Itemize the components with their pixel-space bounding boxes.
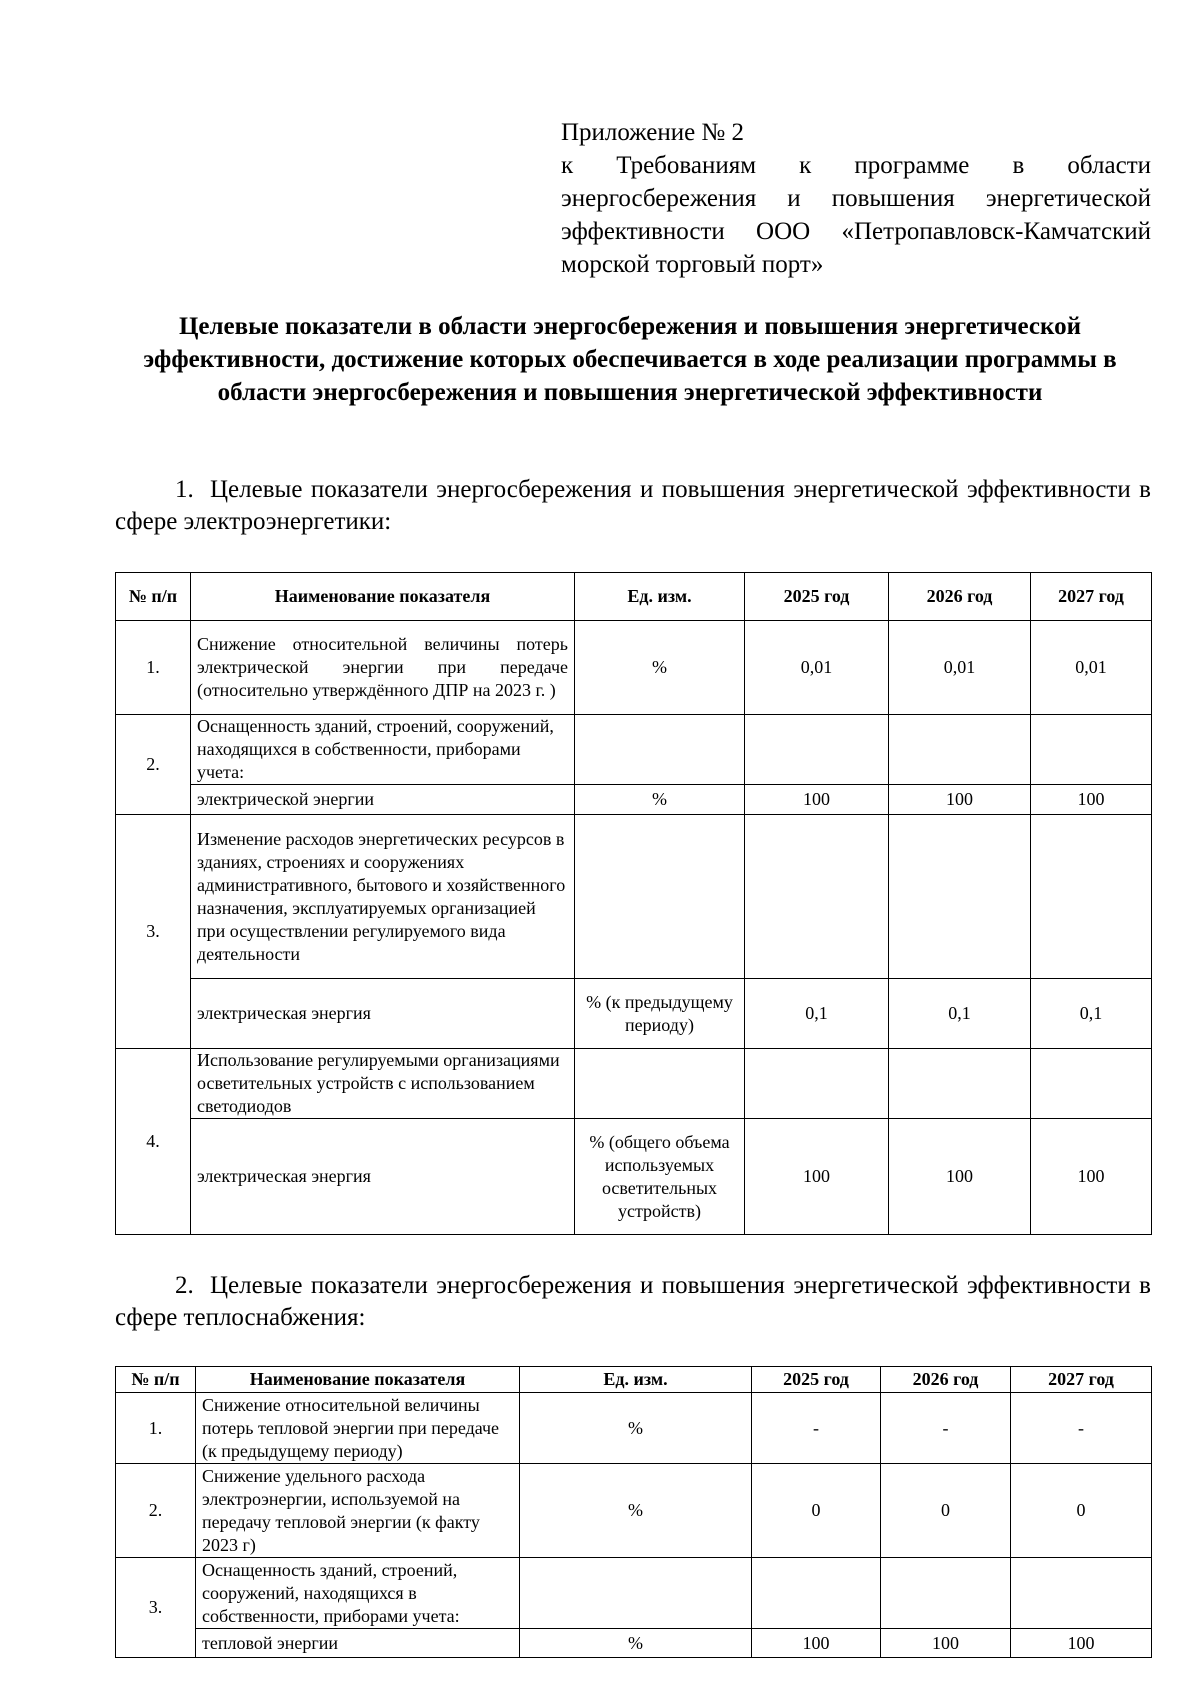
section-1-heading [115,474,1151,538]
value-2025: 100 [752,1629,881,1658]
header-name: Наименование показателя [191,573,575,621]
header-2027: 2027 год [1031,573,1152,621]
header-2026: 2026 год [889,573,1031,621]
row-number: 1. [116,1393,196,1464]
unit: % [520,1464,752,1558]
unit: % [575,785,745,815]
value-2025: 0 [752,1464,881,1558]
header-2027: 2027 год [1011,1367,1152,1393]
document-title: Целевые показатели в области энергосбережения и повышения энергетической эффективности, достижение которых обеспечивается в ходе реализации программы в области энергосбережения и повышения энергетической эффективности [143,313,1117,406]
empty-cell [1031,815,1152,979]
value-2026: 0,1 [889,979,1031,1049]
indicator-subname: электрической энергии [191,785,575,815]
header-name: Наименование показателя [196,1367,520,1393]
value-2025: 100 [745,1119,889,1235]
empty-cell [752,1558,881,1629]
value-2025: 0,1 [745,979,889,1049]
indicator-name: Оснащенность зданий, строений, сооружений, находящихся в собственности, приборами учета: [191,715,575,785]
value-2027: 0,1 [1031,979,1152,1049]
header-2026: 2026 год [881,1367,1011,1393]
header-num: № п/п [116,573,191,621]
section-1-text: Целевые показатели энергосбережения и повышения энергетической эффективности в сфере электроэнергетики: [115,476,1151,535]
row-number: 3. [116,1558,196,1658]
value-2026: 0,01 [889,621,1031,715]
unit: % [520,1393,752,1464]
empty-cell [1011,1558,1152,1629]
indicator-subname: тепловой энергии [196,1629,520,1658]
value-2025: - [752,1393,881,1464]
empty-cell [745,815,889,979]
section-2-heading [115,1270,1151,1334]
table-row [116,815,1152,979]
value-2026: - [881,1393,1011,1464]
empty-cell [881,1558,1011,1629]
empty-cell [745,1049,889,1119]
indicator-name: Использование регулируемыми организациями осветительных устройств с использованием светодиодов [191,1049,575,1119]
value-2027: 100 [1031,785,1152,815]
appendix-header [561,116,1151,281]
section-2-number: 2. [175,1272,194,1299]
empty-cell [575,815,745,979]
table-row [116,1049,1152,1119]
value-2027: 100 [1031,1119,1152,1235]
empty-cell [889,815,1031,979]
value-2026: 100 [889,785,1031,815]
header-2025: 2025 год [745,573,889,621]
table-header-row [116,573,1152,621]
row-number: 3. [116,815,191,1049]
value-2027: 0 [1011,1464,1152,1558]
value-2027: 100 [1011,1629,1152,1658]
empty-cell [889,715,1031,785]
unit: % (к предыдущему периоду) [575,979,745,1049]
row-number: 2. [116,1464,196,1558]
unit: % [575,621,745,715]
header-unit: Ед. изм. [575,573,745,621]
value-2027: - [1011,1393,1152,1464]
header-2025: 2025 год [752,1367,881,1393]
empty-cell [889,1049,1031,1119]
empty-cell [1031,715,1152,785]
section-2-text: Целевые показатели энергосбережения и повышения энергетической эффективности в сфере теплоснабжения: [115,1272,1151,1331]
row-number: 2. [116,715,191,815]
row-number: 4. [116,1049,191,1235]
empty-cell [575,715,745,785]
table-row [116,1464,1152,1558]
empty-cell [1031,1049,1152,1119]
indicator-subname: электрическая энергия [191,1119,575,1235]
table-row [116,1393,1152,1464]
empty-cell [575,1049,745,1119]
indicator-subname: электрическая энергия [191,979,575,1049]
table-subrow [116,979,1152,1049]
table-subrow [116,785,1152,815]
row-number: 1. [116,621,191,715]
section-1-number: 1. [175,476,194,503]
value-2025: 0,01 [745,621,889,715]
appendix-number: Приложение № 2 [561,119,745,146]
table-heat-supply [115,1366,1152,1658]
indicator-name: Снижение относительной величины потерь тепловой энергии при передаче (к предыдущему периоду) [196,1393,520,1464]
table-row [116,715,1152,785]
table-subrow [116,1629,1152,1658]
unit: % [520,1629,752,1658]
indicator-name: Снижение относительной величины потерь электрической энергии при передаче (относительно утверждённого ДПР на 2023 г. ) [191,621,575,715]
appendix-text: к Требованиям к программе в области энергосбережения и повышения энергетической эффективности ООО «Петропавловск-Камчатский морской торговый порт» [561,152,1151,278]
empty-cell [520,1558,752,1629]
value-2026: 100 [881,1629,1011,1658]
value-2026: 100 [889,1119,1031,1235]
unit: % (общего объема используемых осветительных устройств) [575,1119,745,1235]
table-subrow [116,1119,1152,1235]
header-unit: Ед. изм. [520,1367,752,1393]
table-row [116,1558,1152,1629]
indicator-name: Изменение расходов энергетических ресурсов в зданиях, строениях и сооружениях административного, бытового и хозяйственного назначения, эксплуатируемых организацией при осуществлении регулируемого вида деятельности [191,815,575,979]
value-2025: 100 [745,785,889,815]
value-2026: 0 [881,1464,1011,1558]
value-2027: 0,01 [1031,621,1152,715]
indicator-name: Снижение удельного расхода электроэнергии, используемой на передачу тепловой энергии (к факту 2023 г) [196,1464,520,1558]
table-header-row [116,1367,1152,1393]
empty-cell [745,715,889,785]
indicator-name: Оснащенность зданий, строений, сооружений, находящихся в собственности, приборами учета: [196,1558,520,1629]
header-num: № п/п [116,1367,196,1393]
table-row [116,621,1152,715]
table-electricity [115,572,1152,1235]
